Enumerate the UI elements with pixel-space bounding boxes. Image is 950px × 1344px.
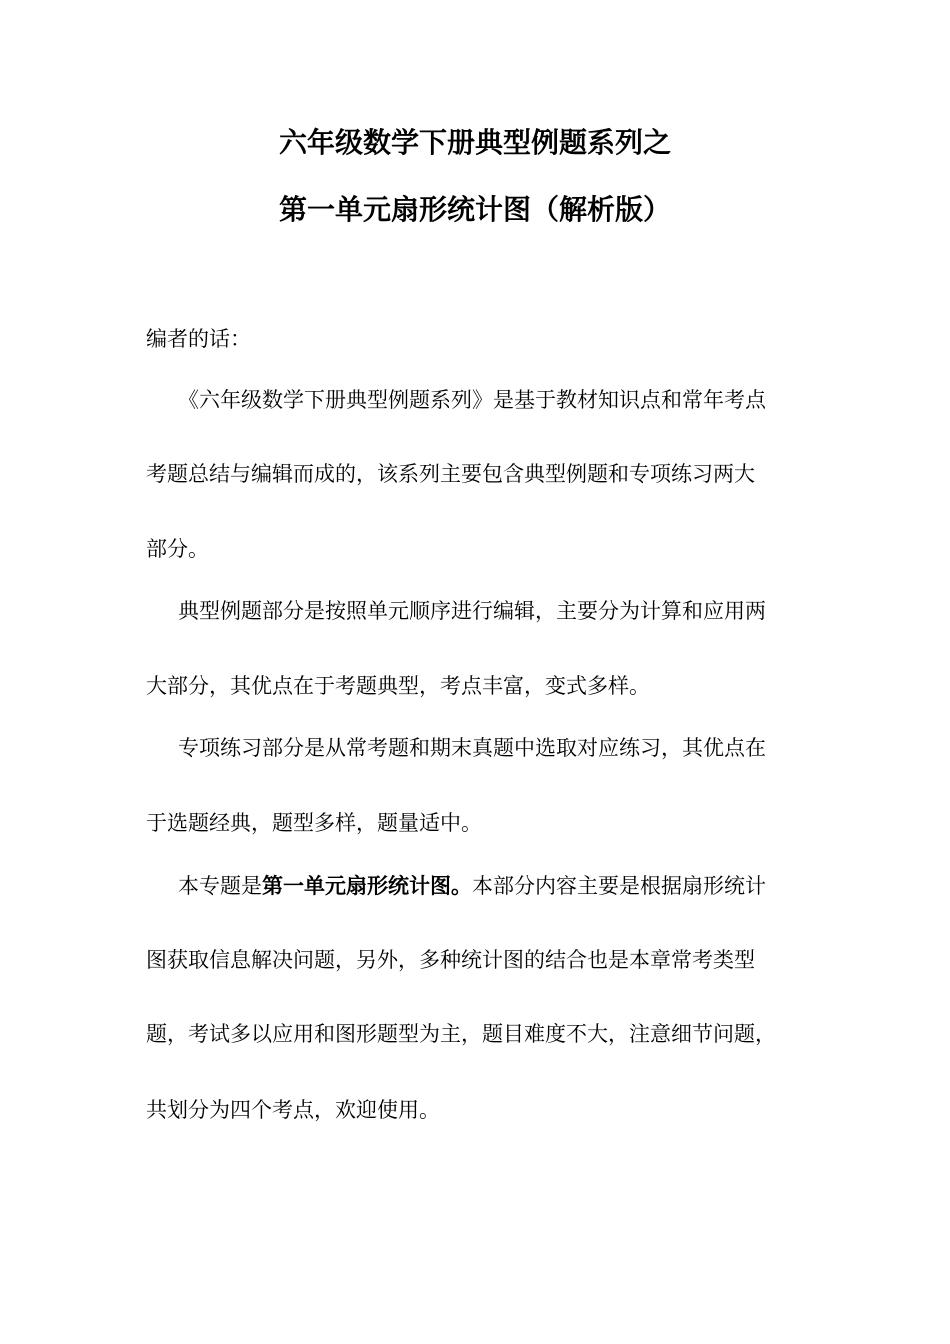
paragraph-4-line-2: 图获取信息解决问题，另外，多种统计图的结合也是本章常考类型 [146,948,755,972]
paragraph-3-line-2: 于选题经典，题型多样，题量适中。 [146,811,482,835]
paragraph-1-line-3: 部分。 [146,537,209,561]
paragraph-3-line-1: 专项练习部分是从常考题和期末真题中选取对应练习，其优点在 [178,736,766,760]
paragraph-4-line-1 [178,872,766,900]
paragraph-4-line-4: 共划分为四个考点，欢迎使用。 [146,1098,440,1122]
paragraph-2-line-2: 大部分，其优点在于考题典型，考点丰富，变式多样。 [146,674,650,698]
editor-heading: 编者的话： [146,327,251,351]
paragraph-1-line-2: 考题总结与编辑而成的，该系列主要包含典型例题和专项练习两大 [146,462,755,486]
paragraph-4-prefix: 本专题是 [178,874,262,898]
paragraph-4-line-3: 题，考试多以应用和图形题型为主，题目难度不大，注意细节问题， [146,1022,776,1046]
paragraph-4-suffix: 本部分内容主要是根据扇形统计 [472,874,766,898]
paragraph-1-line-1: 《六年级数学下册典型例题系列》是基于教材知识点和常年考点 [178,388,766,412]
document-title-line-1: 六年级数学下册典型例题系列之 [278,126,671,159]
paragraph-2-line-1: 典型例题部分是按照单元顺序进行编辑，主要分为计算和应用两 [178,599,766,623]
paragraph-4-topic-bold: 第一单元扇形统计图。 [262,874,472,898]
document-title-line-2: 第一单元扇形统计图（解析版） [278,193,671,226]
